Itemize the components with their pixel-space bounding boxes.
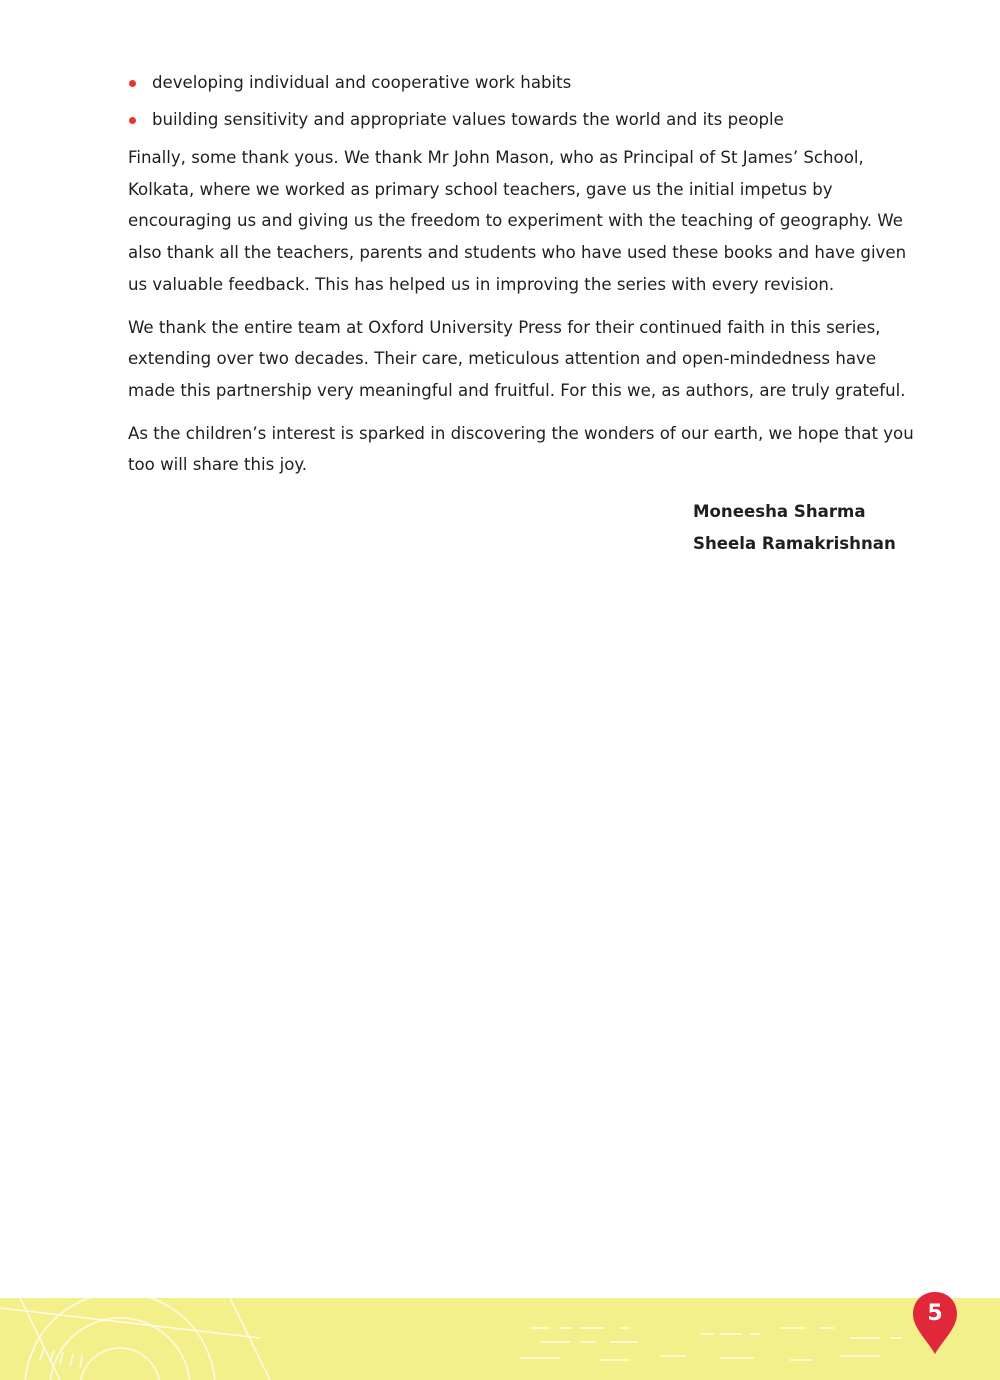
footer-decorative-band [0, 1298, 1000, 1380]
footer-pattern-icon [0, 1298, 1000, 1380]
text-line: extending over two decades. Their care, meticulous attention and open-mindedness have [128, 349, 877, 369]
text-line: encouraging us and giving us the freedom to experiment with the teaching of geography. We [128, 211, 903, 231]
bullet-dot-icon [129, 117, 136, 124]
page-content [128, 68, 914, 492]
author-name: Moneesha Sharma [693, 502, 866, 521]
bullet-list [128, 68, 888, 135]
bullet-text: building sensitivity and appropriate values towards the world and its people [152, 110, 784, 129]
page-number-badge [911, 1290, 959, 1356]
bullet-item [128, 105, 888, 135]
bullet-item [128, 68, 888, 98]
bullet-text: developing individual and cooperative work habits [152, 73, 572, 92]
bullet-dot-icon [129, 80, 136, 87]
text-line: Kolkata, where we worked as primary school teachers, gave us the initial impetus by [128, 179, 833, 199]
text-line: made this partnership very meaningful and fruitful. For this we, as authors, are truly grateful. [128, 380, 906, 400]
paragraph-closing [128, 418, 914, 481]
text-line: We thank the entire team at Oxford University Press for their continued faith in this series, [128, 317, 881, 337]
text-line: also thank all the teachers, parents and students who have used these books and have given [128, 243, 907, 263]
text-line: us valuable feedback. This has helped us in improving the series with every revision. [128, 274, 835, 294]
text-line: Finally, some thank yous. We thank Mr John Mason, who as Principal of St James’ School, [128, 148, 864, 167]
author-name: Sheela Ramakrishnan [693, 534, 896, 553]
page-number: 5 [927, 1301, 943, 1326]
author-signatures [693, 496, 896, 560]
text-line: As the children’s interest is sparked in discovering the wonders of our earth, we hope that you [128, 423, 914, 443]
text-line: too will share this joy. [128, 455, 308, 475]
paragraph-publisher [128, 312, 906, 407]
paragraph-thanks [128, 142, 907, 301]
